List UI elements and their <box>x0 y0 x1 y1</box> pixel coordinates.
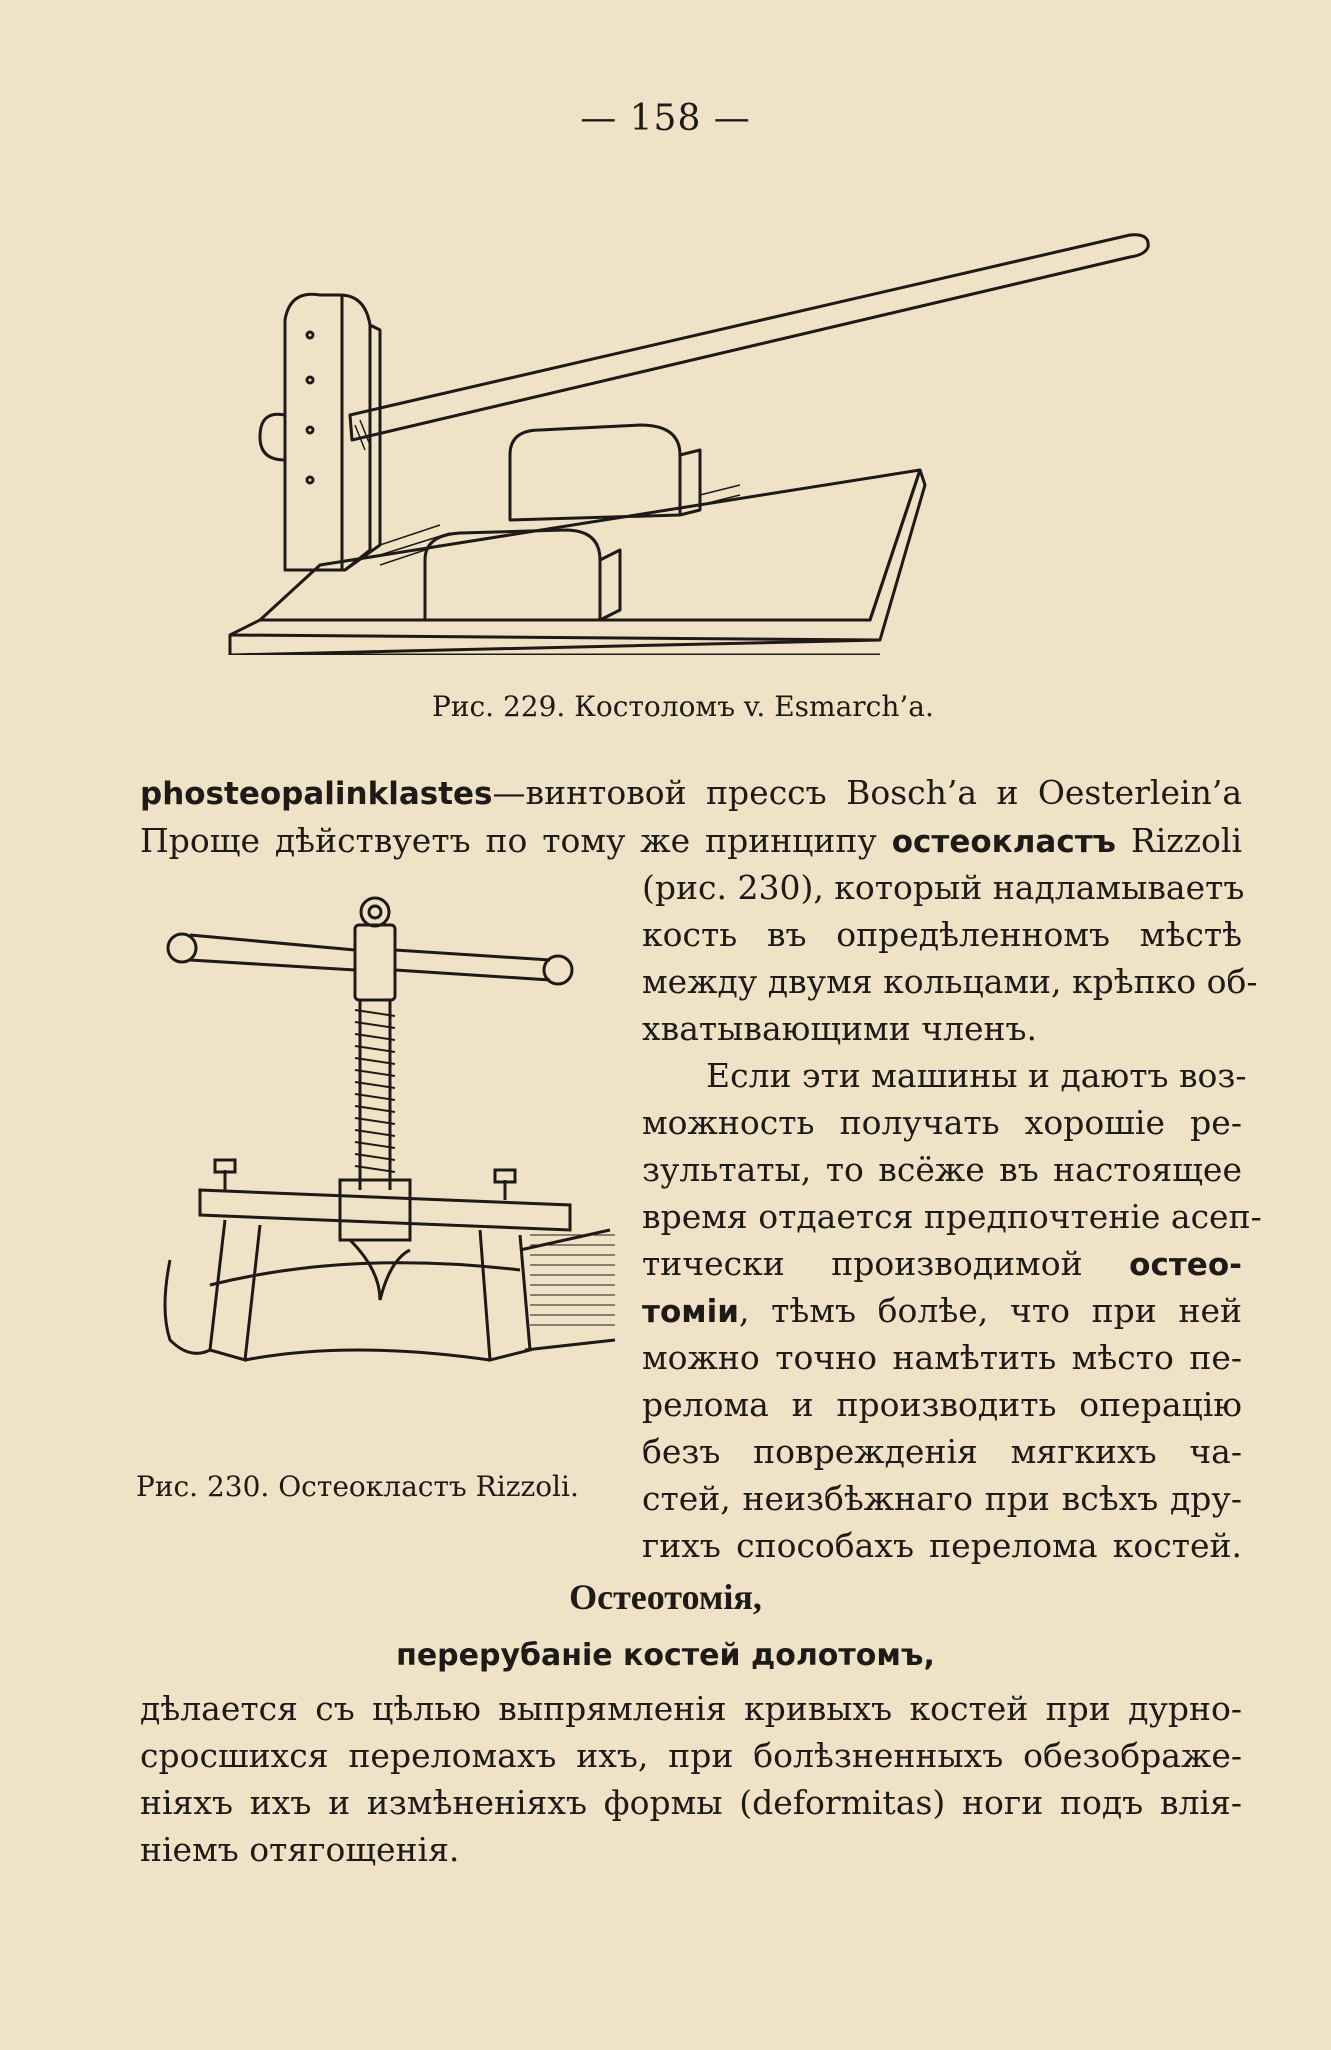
section-line-3: ніяхъ ихъ и измѣненіяхъ формы (deformitas) ноги подъ влія- <box>140 1783 1242 1822</box>
page-number: — 158 — <box>580 98 751 139</box>
bold-term: остео- <box>1129 1247 1242 1283</box>
body-line-4: кость въ опредѣленномъ мѣстѣ <box>642 915 1242 954</box>
body-line-6: хватывающими членъ. <box>642 1009 1037 1048</box>
bold-term: томіи <box>642 1294 739 1330</box>
body-line-14: релома и производить операцію <box>642 1385 1242 1424</box>
body-line-1: phosteopalinklastes—винтовой прессъ Bosch’a и Oesterlein’a <box>140 773 1242 812</box>
section-line-4: ніемъ отягощенія. <box>140 1830 460 1869</box>
body-line-17: гихъ способахъ перелома костей. <box>642 1526 1242 1565</box>
body-line-7: Если эти машины и даютъ воз- <box>706 1056 1247 1095</box>
section-line-1: дѣлается съ цѣлью выпрямленія кривыхъ костей при дурно- <box>140 1689 1242 1728</box>
bold-term: остеокластъ <box>891 824 1116 860</box>
body-line-5: между двумя кольцами, крѣпко об- <box>642 962 1258 1001</box>
body-line-12: томіи, тѣмъ болѣе, что при ней <box>642 1291 1242 1330</box>
body-line-8: можность получать хорошіе ре- <box>642 1103 1242 1142</box>
body-line-11: тически производимой остео- <box>642 1244 1242 1283</box>
body-line-9: зультаты, то всёже въ настоящее <box>642 1150 1242 1189</box>
body-line-15: безъ поврежденія мягкихъ ча- <box>642 1432 1242 1471</box>
figure-229-bone-breaker <box>220 215 1160 655</box>
body-line-10: время отдается предпочтеніе асеп- <box>642 1197 1262 1236</box>
section-title: Остеотомія, <box>569 1577 762 1617</box>
figure-230-osteoclast <box>150 890 620 1460</box>
figure-230-caption: Рис. 230. Остеокластъ Rizzoli. <box>136 1470 579 1503</box>
body-line-3: (рис. 230), который надламываетъ <box>642 868 1245 907</box>
section-subtitle: перерубаніе костей долотомъ, <box>396 1638 935 1673</box>
figure-229-caption: Рис. 229. Костоломъ v. Esmarch’a. <box>432 690 934 723</box>
body-line-16: стей, неизбѣжнаго при всѣхъ дру- <box>642 1479 1242 1518</box>
bold-term: phosteopalinklastes <box>140 776 493 812</box>
section-line-2: сросшихся переломахъ ихъ, при болѣзненныхъ обезображе- <box>140 1736 1242 1775</box>
body-line-13: можно точно намѣтить мѣсто пе- <box>642 1338 1242 1377</box>
body-line-2: Проще дѣйствуетъ по тому же принципу остеокластъ Rizzoli <box>140 821 1243 860</box>
